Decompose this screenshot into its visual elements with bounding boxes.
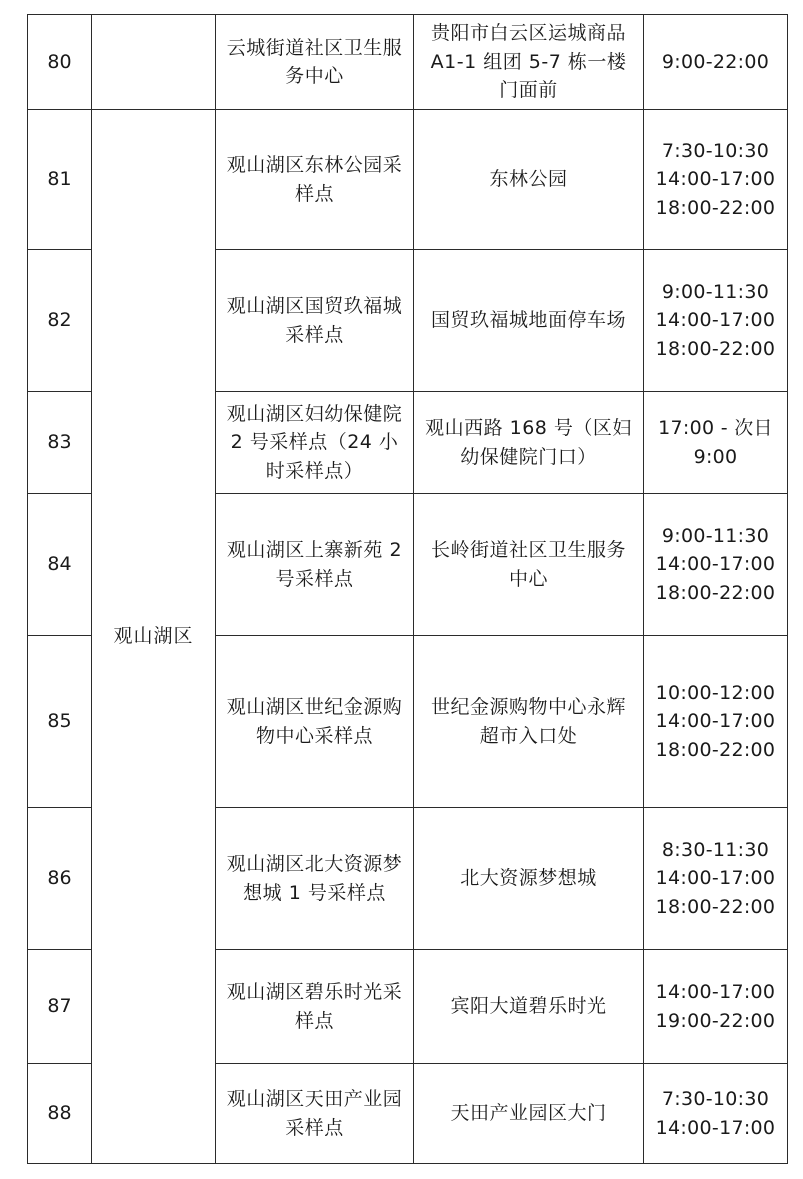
- site-address: 贵阳市白云区运城商品 A1-1 组团 5-7 栋一楼门面前: [414, 15, 644, 110]
- hours-line: 7:30-10:30: [661, 139, 770, 162]
- site-name: 观山湖区妇幼保健院 2 号采样点（24 小时采样点）: [216, 392, 414, 494]
- row-number: 85: [28, 636, 92, 808]
- sampling-sites-table: [27, 14, 788, 1164]
- service-hours: [644, 250, 788, 392]
- hours-line: 7:30-10:30: [661, 1088, 770, 1110]
- hours-line: 18:00-22:00: [655, 337, 776, 360]
- row-number: 83: [28, 392, 92, 494]
- site-address: 北大资源梦想城: [414, 808, 644, 950]
- row-number: 81: [28, 110, 92, 250]
- site-address: 国贸玖福城地面停车场: [414, 250, 644, 392]
- hours-line: 17:00 - 次日 9:00: [658, 417, 773, 468]
- site-name: 云城街道社区卫生服务中心: [216, 15, 414, 110]
- hours-line: 14:00-17:00: [655, 309, 776, 332]
- hours-line: 9:00-11:30: [661, 524, 770, 547]
- service-hours: [644, 636, 788, 808]
- row-number: 86: [28, 808, 92, 950]
- service-hours: [644, 392, 788, 494]
- hours-line: 14:00-17:00: [655, 981, 776, 1003]
- service-hours: [644, 1064, 788, 1164]
- hours-line: 10:00-12:00: [655, 681, 776, 704]
- service-hours: [644, 110, 788, 250]
- site-name: 观山湖区国贸玖福城采样点: [216, 250, 414, 392]
- row-number: 84: [28, 494, 92, 636]
- hours-line: 14:00-17:00: [655, 867, 776, 890]
- table-row: [28, 15, 788, 110]
- table-row: [28, 110, 788, 250]
- hours-line: 14:00-17:00: [655, 710, 776, 733]
- site-address: 天田产业园区大门: [414, 1064, 644, 1164]
- site-name: 观山湖区世纪金源购物中心采样点: [216, 636, 414, 808]
- hours-line: 9:00-11:30: [661, 280, 770, 303]
- hours-line: 18:00-22:00: [655, 581, 776, 604]
- site-address: 世纪金源购物中心永辉超市入口处: [414, 636, 644, 808]
- row-number: 80: [28, 15, 92, 110]
- service-hours: [644, 950, 788, 1064]
- service-hours: [644, 15, 788, 110]
- site-name: 观山湖区天田产业园采样点: [216, 1064, 414, 1164]
- site-name: 观山湖区北大资源梦想城 1 号采样点: [216, 808, 414, 950]
- site-address: 宾阳大道碧乐时光: [414, 950, 644, 1064]
- hours-line: 18:00-22:00: [655, 738, 776, 761]
- hours-line: 18:00-22:00: [655, 196, 776, 219]
- row-number: 82: [28, 250, 92, 392]
- district-cell-empty: [92, 15, 216, 110]
- site-address: 长岭街道社区卫生服务中心: [414, 494, 644, 636]
- site-name: 观山湖区东林公园采样点: [216, 110, 414, 250]
- row-number: 87: [28, 950, 92, 1064]
- site-name: 观山湖区碧乐时光采样点: [216, 950, 414, 1064]
- row-number: 88: [28, 1064, 92, 1164]
- hours-line: 14:00-17:00: [655, 168, 776, 191]
- hours-line: 14:00-17:00: [655, 553, 776, 576]
- hours-line: 8:30-11:30: [661, 838, 770, 861]
- service-hours: [644, 808, 788, 950]
- hours-line: 19:00-22:00: [655, 1009, 776, 1032]
- hours-line: 9:00-22:00: [661, 50, 770, 73]
- site-name: 观山湖区上寨新苑 2 号采样点: [216, 494, 414, 636]
- district-name: 观山湖区: [92, 110, 216, 1164]
- site-address: 观山西路 168 号（区妇幼保健院门口）: [414, 392, 644, 494]
- hours-line: 14:00-17:00: [655, 1116, 776, 1139]
- hours-line: 18:00-22:00: [655, 895, 776, 918]
- service-hours: [644, 494, 788, 636]
- site-address: 东林公园: [414, 110, 644, 250]
